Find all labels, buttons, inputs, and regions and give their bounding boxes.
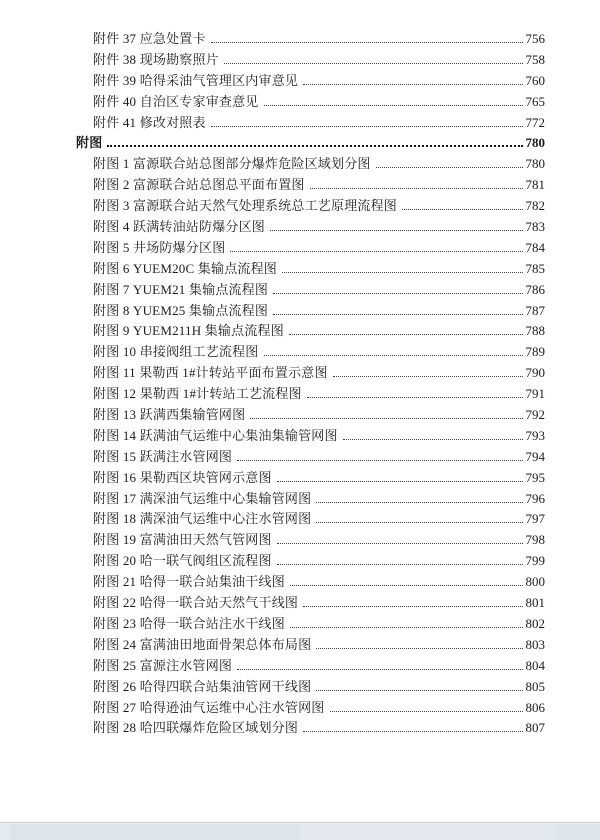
toc-entry-label: 附件 39 哈得采油气管理区内审意见	[93, 72, 299, 88]
toc-entry-label: 附图 17 满深油气运维中心集输管网图	[93, 490, 312, 506]
toc-entry-label: 附图 13 跃满西集输管网图	[93, 407, 246, 423]
toc-entry-label: 附图 26 哈得四联合站集油管网干线图	[93, 678, 312, 694]
toc-entry-label: 附图 25 富源注水管网图	[93, 657, 233, 673]
toc-entry-page: 783	[525, 219, 545, 235]
toc-entry-page: 807	[525, 720, 545, 736]
toc-entry-page: 786	[525, 281, 545, 297]
dot-leader	[211, 126, 523, 127]
toc-entry-label: 附图 23 哈得一联合站注水干线图	[93, 615, 285, 631]
dot-leader	[277, 481, 523, 482]
toc-entry[interactable]	[0, 488, 545, 509]
toc-entry[interactable]	[0, 634, 545, 655]
toc-entry-page: 801	[525, 595, 545, 611]
dot-leader	[211, 42, 523, 43]
toc-entry-page: 765	[525, 93, 545, 109]
toc-entry[interactable]	[0, 28, 545, 49]
toc-entry-page: 796	[525, 490, 545, 506]
toc-entry-page: 787	[525, 302, 545, 318]
dot-leader	[316, 648, 522, 649]
horizontal-scrollbar[interactable]	[0, 822, 600, 840]
toc-entry[interactable]	[0, 70, 545, 91]
toc-entry[interactable]	[0, 425, 545, 446]
dot-leader	[316, 690, 522, 691]
toc-entry-label: 附图 1 富源联合站总图部分爆炸危险区域划分图	[93, 156, 371, 172]
dot-leader	[343, 439, 523, 440]
toc-entry-label: 附图 9 YUEM211H 集输点流程图	[93, 323, 284, 339]
toc-entry-label: 附图 8 YUEM25 集输点流程图	[93, 302, 269, 318]
horizontal-scrollbar-thumb[interactable]	[300, 824, 557, 840]
toc-entry-page: 784	[525, 239, 545, 255]
dot-leader	[264, 105, 523, 106]
dot-leader	[316, 522, 522, 523]
toc-entry-label: 附图 10 串接阀组工艺流程图	[93, 344, 259, 360]
toc-entry-label: 附图 28 哈四联爆炸危险区域划分图	[93, 720, 299, 736]
toc-entry-page: 789	[525, 344, 545, 360]
toc-entry[interactable]	[0, 550, 545, 571]
toc-entry-label: 附图 3 富源联合站天然气处理系统总工艺原理流程图	[93, 198, 398, 214]
toc-entry-label: 附图 21 哈得一联合站集油干线图	[93, 574, 285, 590]
toc-entry-page: 780	[525, 156, 545, 172]
dot-leader	[316, 502, 522, 503]
toc-entry-page: 797	[525, 511, 545, 527]
dot-leader	[307, 397, 523, 398]
toc-entry-label: 附件 37 应急处置卡	[93, 31, 206, 46]
toc-entry-label: 附图 20 哈一联气阀组区流程图	[93, 553, 272, 569]
toc-entry-label: 附图 4 跃满转油站防爆分区图	[93, 219, 266, 235]
dot-leader	[270, 230, 522, 231]
toc-entry[interactable]	[0, 613, 545, 634]
toc-entry[interactable]	[0, 697, 545, 718]
toc-entry[interactable]	[0, 362, 545, 383]
toc-entry-page: 805	[525, 678, 545, 694]
toc-entry-page: 785	[525, 260, 545, 276]
toc-entry-label: 附图 6 YUEM20C 集输点流程图	[93, 260, 277, 276]
toc-entry-page: 802	[525, 615, 545, 631]
toc-entry-label: 附图 16 果勒西区块管网示意图	[93, 469, 272, 485]
toc-list	[0, 28, 545, 738]
toc-entry[interactable]	[0, 112, 545, 133]
toc-entry-label: 附件 40 自治区专家审查意见	[93, 93, 259, 109]
toc-entry[interactable]	[0, 717, 545, 738]
dot-leader	[290, 585, 523, 586]
dot-leader	[277, 543, 523, 544]
toc-entry[interactable]	[0, 49, 545, 70]
toc-entry-page: 758	[525, 51, 545, 67]
toc-entry-page: 794	[525, 448, 545, 464]
toc-entry[interactable]	[0, 592, 545, 613]
toc-entry-label: 附图 19 富满油田天然气管网图	[93, 532, 272, 548]
toc-entry[interactable]	[0, 341, 545, 362]
dot-leader	[290, 627, 523, 628]
toc-entry-label: 附图 7 YUEM21 集输点流程图	[93, 281, 269, 297]
toc-entry-label: 附件 41 修改对照表	[93, 114, 206, 130]
toc-entry-page: 780	[525, 135, 545, 151]
toc-entry[interactable]	[0, 383, 545, 404]
dot-leader	[224, 63, 523, 64]
toc-entry-page: 788	[525, 323, 545, 339]
dot-leader	[333, 376, 523, 377]
dot-leader	[303, 731, 522, 732]
dot-leader	[303, 606, 522, 607]
toc-entry-page: 803	[525, 636, 545, 652]
dot-leader	[250, 418, 522, 419]
dot-leader	[310, 188, 523, 189]
toc-entry[interactable]	[0, 320, 545, 341]
toc-entry-label: 附图 22 哈得一联合站天然气干线图	[93, 595, 299, 611]
toc-entry[interactable]	[0, 446, 545, 467]
toc-entry-label: 附图 24 富满油田地面骨架总体布局图	[93, 636, 312, 652]
toc-entry-page: 795	[525, 469, 545, 485]
toc-entry[interactable]	[0, 195, 545, 216]
toc-entry-label: 附图 5 井场防爆分区图	[93, 239, 226, 255]
toc-entry-label: 附图 18 满深油气运维中心注水管网图	[93, 511, 312, 527]
toc-entry[interactable]	[0, 237, 545, 258]
dot-leader	[330, 711, 523, 712]
toc-entry-page: 790	[525, 365, 545, 381]
toc-entry-page: 781	[525, 177, 545, 193]
toc-entry[interactable]	[0, 655, 545, 676]
toc-entry[interactable]	[0, 132, 545, 153]
dot-leader	[303, 84, 522, 85]
toc-entry-page: 798	[525, 532, 545, 548]
toc-entry[interactable]	[0, 571, 545, 592]
dot-leader	[264, 355, 523, 356]
toc-entry-label: 附图 11 果勒西 1#计转站平面布置示意图	[93, 365, 328, 381]
toc-entry-page: 793	[525, 427, 545, 443]
toc-entry-label: 附图 12 果勒西 1#计转站工艺流程图	[93, 386, 302, 402]
toc-entry-label: 附件 38 现场勘察照片	[93, 51, 219, 67]
toc-entry[interactable]	[0, 676, 545, 697]
toc-entry-label: 附图 15 跃满注水管网图	[93, 448, 233, 464]
toc-entry[interactable]	[0, 467, 545, 488]
dot-leader	[289, 334, 523, 335]
toc-entry[interactable]	[0, 174, 545, 195]
toc-entry-page: 804	[525, 657, 545, 673]
toc-entry-page: 792	[525, 407, 545, 423]
toc-entry-page: 799	[525, 553, 545, 569]
toc-entry-page: 772	[525, 114, 545, 130]
toc-entry[interactable]	[0, 91, 545, 112]
dot-leader	[237, 460, 522, 461]
dot-leader	[376, 167, 523, 168]
scrollbar-left-button[interactable]	[0, 824, 10, 840]
toc-entry-page: 756	[525, 31, 545, 46]
toc-entry-label: 附图 2 富源联合站总图总平面布置图	[93, 177, 305, 193]
toc-entry[interactable]	[0, 279, 545, 300]
toc-entry-page: 806	[525, 699, 545, 715]
dot-leader	[107, 145, 522, 147]
toc-entry-label: 附图 14 跃满油气运维中心集油集输管网图	[93, 427, 338, 443]
toc-entry-label: 附图 27 哈得逊油气运维中心注水管网图	[93, 699, 325, 715]
toc-entry[interactable]	[0, 300, 545, 321]
toc-entry[interactable]	[0, 508, 545, 529]
dot-leader	[277, 564, 523, 565]
dot-leader	[273, 293, 522, 294]
toc-entry[interactable]	[0, 153, 545, 174]
toc-entry-label: 附图	[76, 135, 103, 151]
toc-entry-page: 791	[525, 386, 545, 402]
dot-leader	[237, 669, 522, 670]
toc-entry[interactable]	[0, 216, 545, 237]
toc-entry-page: 760	[525, 72, 545, 88]
dot-leader	[282, 272, 523, 273]
dot-leader	[273, 314, 522, 315]
dot-leader	[402, 209, 522, 210]
toc-entry[interactable]	[0, 258, 545, 279]
toc-entry-page: 782	[525, 198, 545, 214]
toc-entry-page: 800	[525, 574, 545, 590]
toc-entry[interactable]	[0, 404, 545, 425]
toc-entry[interactable]	[0, 529, 545, 550]
dot-leader	[230, 251, 522, 252]
